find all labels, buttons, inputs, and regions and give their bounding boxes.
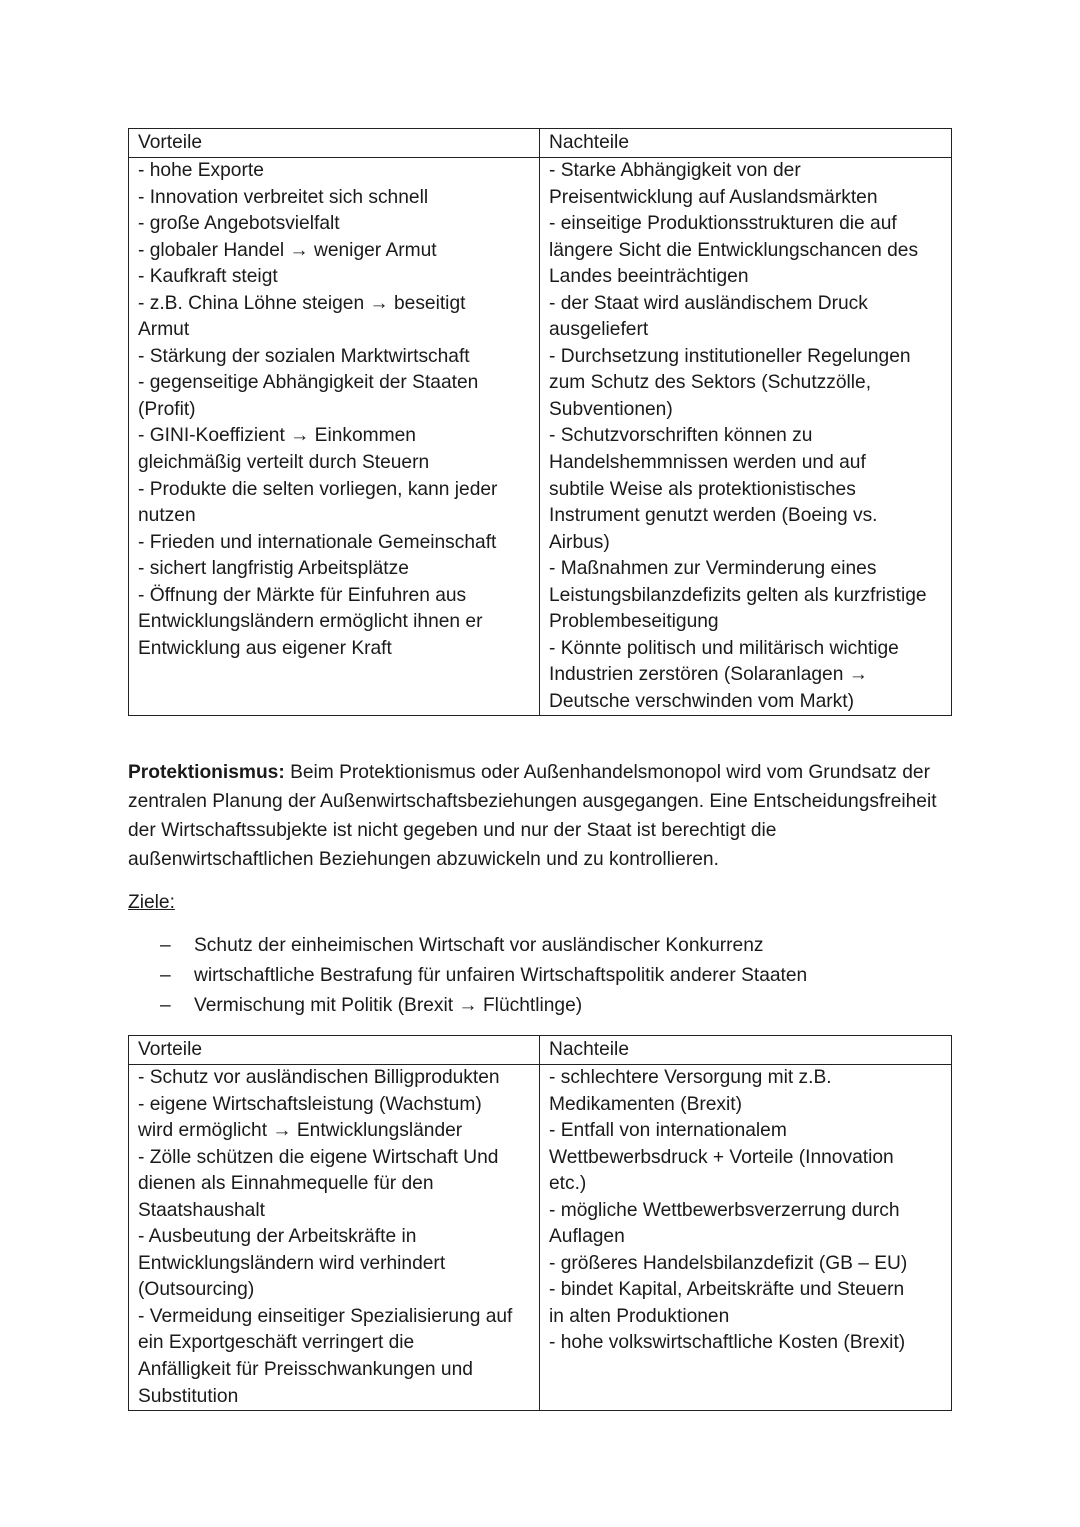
list-item [160, 931, 807, 961]
definition-paragraph [128, 758, 948, 874]
cell-line: Problembeseitigung [549, 611, 719, 633]
cell-line: längere Sicht die Entwicklungschancen des [549, 239, 919, 261]
disadvantages-cell [540, 158, 952, 716]
cell-line: - Kaufkraft steigt [138, 266, 278, 288]
cell-line: - der Staat wird ausländischem Druck [549, 292, 868, 314]
cell-line: - schlechtere Versorgung mit z.B. [549, 1067, 832, 1088]
cell-line: - gegenseitige Abhängigkeit der Staaten [138, 372, 479, 394]
cell-line: Entwicklung aus eigener Kraft [138, 637, 392, 659]
disadvantages-cell [540, 1065, 952, 1411]
cell-line: Instrument genutzt werden (Boeing vs. [549, 505, 878, 527]
advantages-cell [129, 158, 540, 716]
cell-line: - Vermeidung einseitiger Spezialisierung auf [138, 1305, 513, 1327]
cell-line: - große Angebotsvielfalt [138, 213, 340, 235]
cell-line: Handelshemmnissen werden und auf [549, 452, 866, 474]
cell-line: - hohe volkswirtschaftliche Kosten (Brexit) [549, 1332, 906, 1354]
cell-line: - Frieden und internationale Gemeinschaft [138, 531, 497, 553]
cell-line: - einseitige Produktionsstrukturen die auf [549, 213, 897, 235]
cell-line: - größeres Handelsbilanzdefizit (GB – EU) [549, 1252, 908, 1274]
header-disadvantages: Nachteile [540, 1036, 952, 1065]
cell-line: Medikamenten (Brexit) [549, 1093, 743, 1115]
goals-heading: Ziele: [128, 892, 175, 913]
goals-list [160, 931, 807, 1021]
cell-line: Preisentwicklung auf Auslandsmärkten [549, 186, 878, 208]
cell-line: subtile Weise als protektionistisches [549, 478, 856, 500]
cell-line: - hohe Exporte [138, 160, 264, 181]
cell-line: - Öffnung der Märkte für Einfuhren aus [138, 584, 467, 606]
cell-line: in alten Produktionen [549, 1305, 730, 1327]
header-advantages: Vorteile [129, 129, 540, 158]
cell-line: - globaler Handel → weniger Armut [138, 239, 437, 261]
cell-line: Industrien zerstören (Solaranlagen → [549, 664, 868, 686]
cell-line: Auflagen [549, 1226, 625, 1248]
cell-line: - Produkte die selten vorliegen, kann jeder [138, 478, 498, 500]
pros-cons-table-protectionism [128, 1035, 952, 1411]
cell-line: Wettbewerbsdruck + Vorteile (Innovation [549, 1146, 894, 1168]
cell-line: Airbus) [549, 531, 610, 553]
table-row [129, 1065, 952, 1411]
bullet-dash: – [160, 995, 171, 1016]
cell-line: - Schutz vor ausländischen Billigprodukten [138, 1067, 500, 1088]
cell-line: Entwicklungsländern wird verhindert [138, 1252, 446, 1274]
cell-line: - eigene Wirtschaftsleistung (Wachstum) [138, 1093, 482, 1115]
table-row [129, 158, 952, 716]
cell-line: ein Exportgeschäft verringert die [138, 1332, 415, 1354]
bullet-dash: – [160, 935, 171, 956]
cell-line: Anfälligkeit für Preisschwankungen und [138, 1359, 473, 1381]
header-disadvantages: Nachteile [540, 129, 952, 158]
goal-text: wirtschaftliche Bestrafung für unfairen Wirtschaftspolitik anderer Staaten [194, 965, 808, 986]
cell-line: (Profit) [138, 398, 196, 420]
cell-line: - Starke Abhängigkeit von der [549, 160, 801, 181]
cell-line: zum Schutz des Sektors (Schutzzölle, [549, 372, 872, 394]
cell-line: - Maßnahmen zur Verminderung eines [549, 558, 877, 580]
header-advantages: Vorteile [129, 1036, 540, 1065]
cell-line: Leistungsbilanzdefizits gelten als kurzfristige [549, 584, 927, 606]
cell-line: - Durchsetzung institutioneller Regelungen [549, 345, 911, 367]
cell-line: - sichert langfristig Arbeitsplätze [138, 558, 409, 580]
cell-line: wird ermöglicht → Entwicklungsländer [138, 1120, 463, 1142]
pros-cons-table-free-trade [128, 128, 952, 716]
cell-line: Substitution [138, 1385, 239, 1407]
cell-line: Armut [138, 319, 190, 341]
list-item [160, 961, 807, 991]
cell-line: - Entfall von internationalem [549, 1120, 787, 1142]
cell-line: - GINI-Koeffizient → Einkommen [138, 425, 416, 447]
definition-text: Beim Protektionismus oder Außenhandelsmonopol wird vom Grundsatz der zentralen Planung der Außenwirtschaftsbeziehungen ausgegangen. Eine Entscheidungsfreiheit der Wirtschaftssubjekte ist nicht gegeben und nur der Staat ist berechtigt die außenwirtschaftlichen Beziehungen abzuwickeln und zu kontrollieren. [128, 762, 937, 870]
cell-line: dienen als Einnahmequelle für den [138, 1173, 434, 1195]
definition-term: Protektionismus: [128, 762, 285, 783]
cell-line: Entwicklungsländern ermöglicht ihnen er [138, 611, 483, 633]
cell-line: - Könnte politisch und militärisch wichtige [549, 637, 899, 659]
goal-text: Schutz der einheimischen Wirtschaft vor ausländischer Konkurrenz [194, 935, 764, 956]
cell-line: etc.) [549, 1173, 587, 1195]
cell-line: ausgeliefert [549, 319, 649, 341]
cell-line: - z.B. China Löhne steigen → beseitigt [138, 292, 466, 314]
bullet-dash: – [160, 965, 171, 986]
cell-line: - Stärkung der sozialen Marktwirtschaft [138, 345, 470, 367]
cell-line: - bindet Kapital, Arbeitskräfte und Steuern [549, 1279, 905, 1301]
cell-line: Deutsche verschwinden vom Markt) [549, 690, 854, 712]
cell-line: - Ausbeutung der Arbeitskräfte in [138, 1226, 417, 1248]
cell-line: - Schutzvorschriften können zu [549, 425, 813, 447]
cell-line: Landes beeinträchtigen [549, 266, 749, 288]
cell-line: Staatshaushalt [138, 1199, 265, 1221]
cell-line: gleichmäßig verteilt durch Steuern [138, 452, 430, 474]
cell-line: - Innovation verbreitet sich schnell [138, 186, 429, 208]
list-item [160, 991, 807, 1021]
cell-line: (Outsourcing) [138, 1279, 255, 1301]
table-header-row [129, 129, 952, 158]
table-header-row [129, 1036, 952, 1065]
cell-line: - mögliche Wettbewerbsverzerrung durch [549, 1199, 900, 1221]
advantages-cell [129, 1065, 540, 1411]
cell-line: Subventionen) [549, 398, 673, 420]
cell-line: nutzen [138, 505, 196, 527]
cell-line: - Zölle schützen die eigene Wirtschaft Und [138, 1146, 499, 1168]
goal-text: Vermischung mit Politik (Brexit → Flüchtlinge) [194, 995, 583, 1016]
